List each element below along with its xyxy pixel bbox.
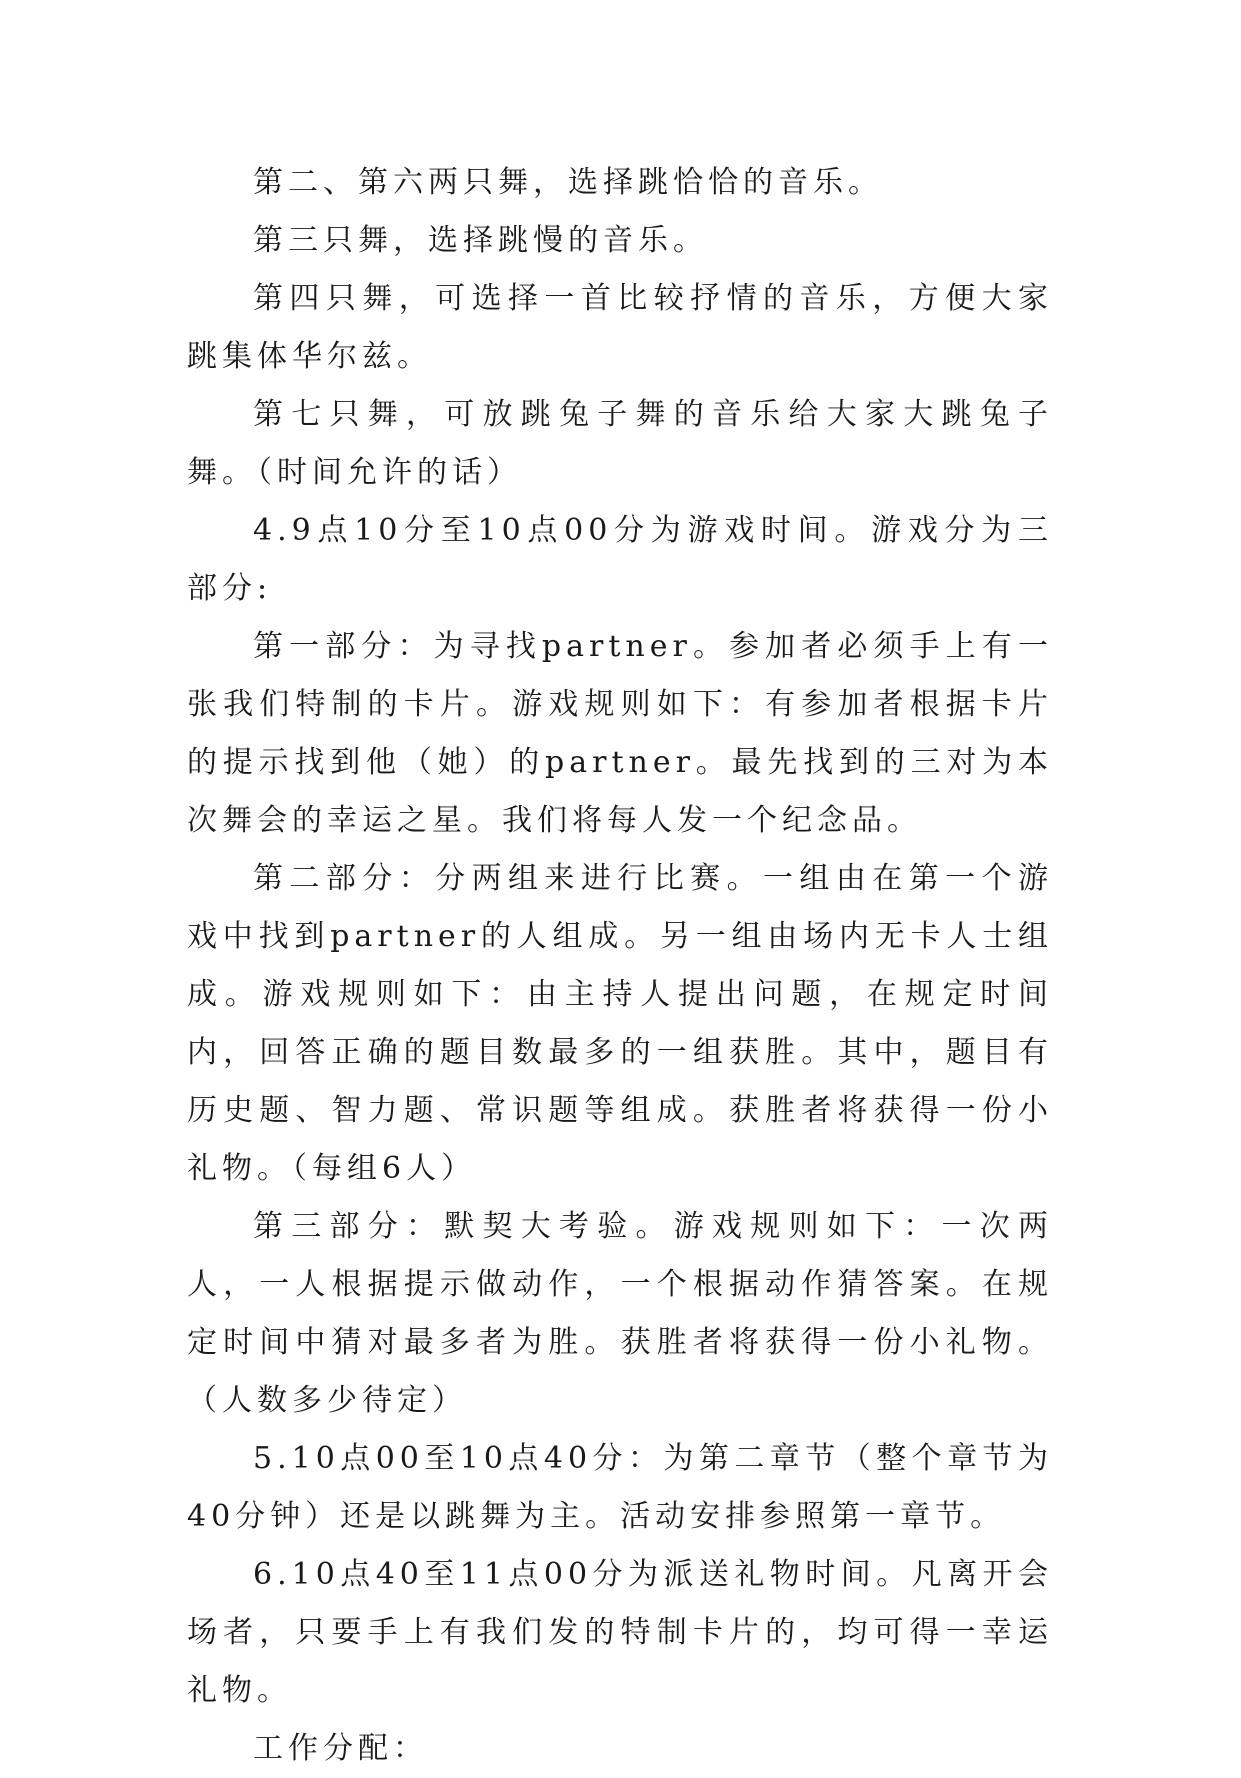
paragraph-game-part-2: 第二部分：分两组来进行比赛。一组由在第一个游戏中找到partner的人组成。另一组由场内无卡人士组成。游戏规则如下：由主持人提出问题，在规定时间内，回答正确的题目数最多的一组获胜。其中，题目有历史题、智力题、常识题等组成。获胜者将获得一份小礼物。（每组6人）	[187, 861, 1053, 1186]
paragraph-work-assignment: 工作分配：	[253, 1731, 428, 1766]
document-page	[187, 154, 1053, 1778]
paragraph-game-part-1: 第一部分：为寻找partner。参加者必须手上有一张我们特制的卡片。游戏规则如下：有参加者根据卡片的提示找到他（她）的partner。最先找到的三对为本次舞会的幸运之星。我们将每人发一个纪念品。	[187, 629, 1053, 838]
paragraph-dance-3: 第三只舞，选择跳慢的音乐。	[253, 223, 708, 258]
paragraph-dance-7: 第七只舞，可放跳兔子舞的音乐给大家大跳兔子舞。（时间允许的话）	[187, 397, 1053, 490]
paragraph-game-time: 4.9点10分至10点00分为游戏时间。游戏分为三部分:	[187, 513, 1053, 606]
paragraph-game-part-3: 第三部分：默契大考验。游戏规则如下：一次两人，一人根据提示做动作，一个根据动作猜答案。在规定时间中猜对最多者为胜。获胜者将获得一份小礼物。（人数多少待定）	[187, 1209, 1053, 1418]
paragraph-dance-4: 第四只舞，可选择一首比较抒情的音乐，方便大家跳集体华尔兹。	[187, 281, 1053, 374]
paragraph-gift-time: 6.10点40至11点00分为派送礼物时间。凡离开会场者，只要手上有我们发的特制卡片的，均可得一幸运礼物。	[187, 1557, 1053, 1708]
paragraph-dance-2-6: 第二、第六两只舞，选择跳恰恰的音乐。	[253, 165, 883, 200]
paragraph-second-chapter: 5.10点00至10点40分：为第二章节（整个章节为40分钟）还是以跳舞为主。活动安排参照第一章节。	[187, 1441, 1053, 1534]
